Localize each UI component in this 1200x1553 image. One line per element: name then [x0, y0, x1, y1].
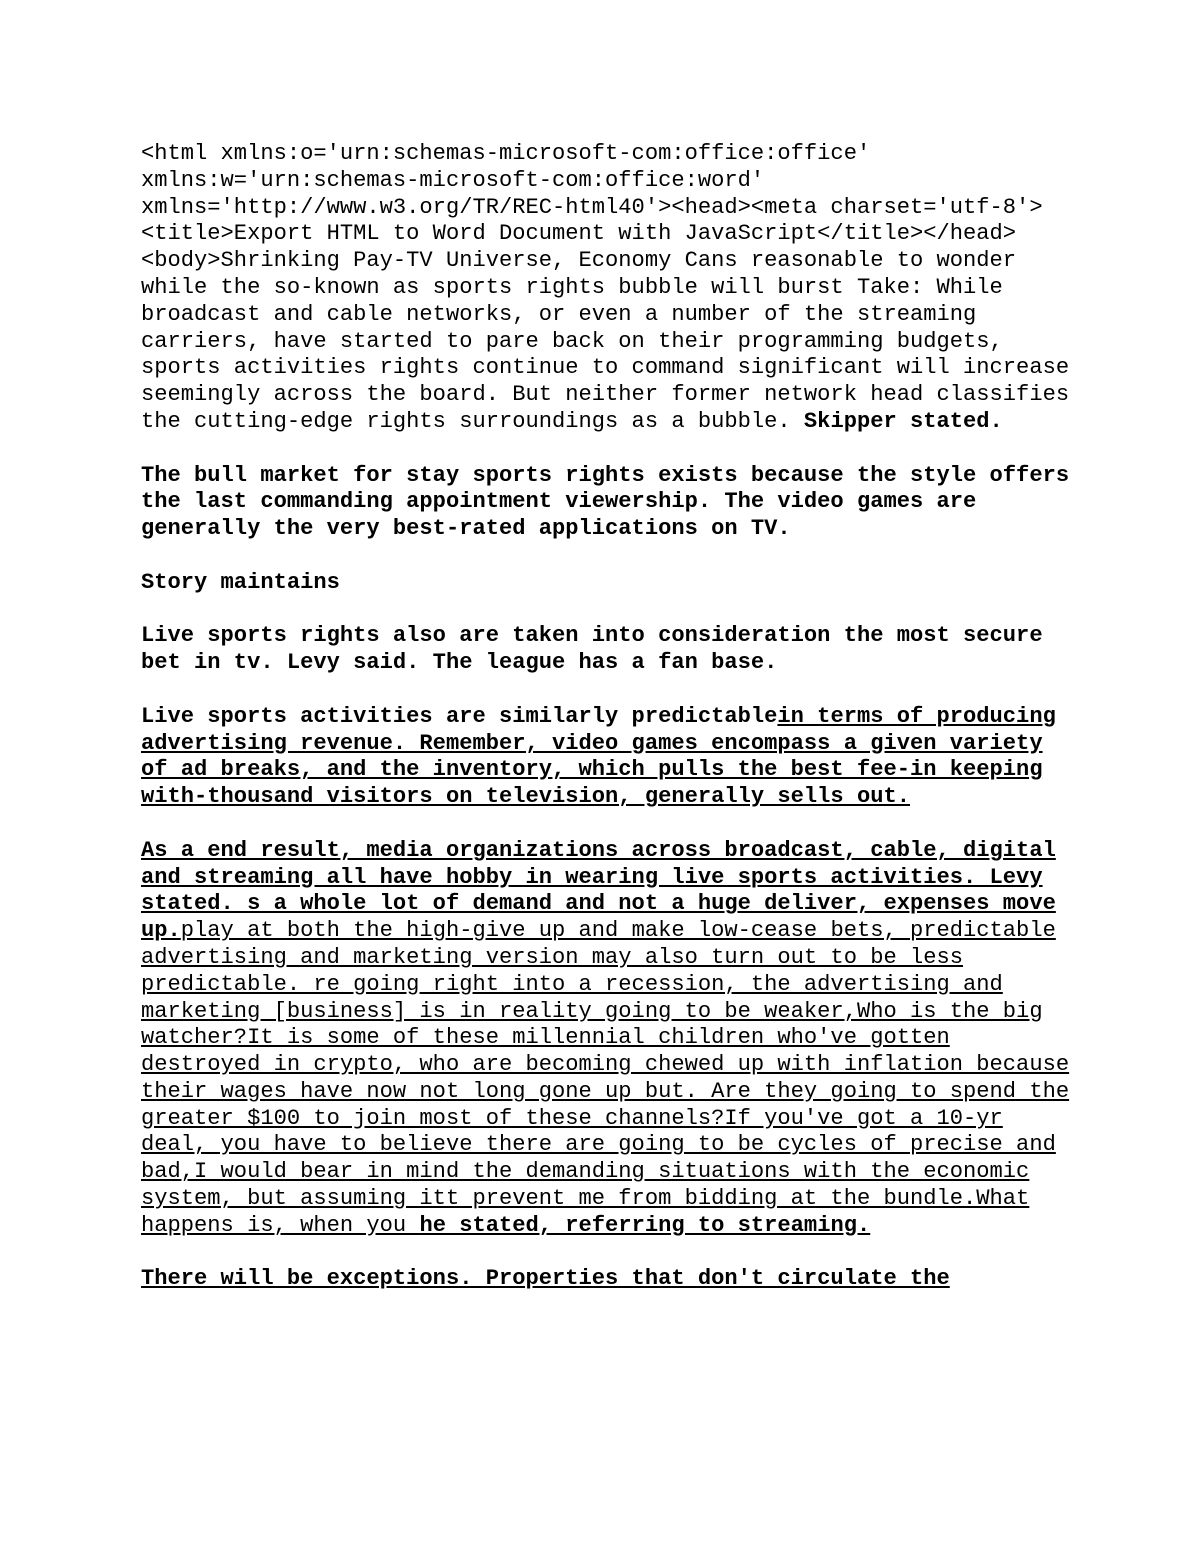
paragraph-live-sports-rights [141, 623, 1071, 677]
paragraph-story-maintains [141, 570, 1071, 597]
text-run: <html xmlns:o='urn:schemas-microsoft-com:office:office' xmlns:w='urn:schemas-microsoft-com:office:word' xmlns='http://www.w3.org/TR/REC-html40'><head><meta charset='utf-8'><title>Export HTML to Word Document with JavaScript</title></head><body>Shrinking Pay-TV Universe, Economy Cans reasonable to wonder while the so-known as sports rights bubble will burst Take: While broadcast and cable networks, or even a number of the streaming carriers, have started to pare back on their programming budgets, sports activities rights continue to command significant will increase seemingly across the board. But neither former network head classifies the cutting-edge rights surroundings as a bubble. [141, 141, 1070, 434]
text-run-bold: The bull market for stay sports rights exists because the style offers the last commanding appointment viewership. The video games are generally the very best-rated applications on TV. [141, 462, 1070, 542]
text-run-bold: Live sports activities are similarly predictable [141, 703, 778, 729]
paragraph-end-result [141, 838, 1071, 1240]
text-run-bold: Skipper stated. [803, 408, 1003, 434]
paragraph-exceptions [141, 1266, 1071, 1293]
paragraph-bull-market [141, 463, 1071, 543]
text-run-bold-underlined: in terms of producing advertising revenue. Remember, video games encompass a given variety of ad breaks, and the inventory, which pulls the best fee-in keeping with-thousand visitors on television, generally sells out. [141, 703, 1056, 810]
text-run-bold-underlined: he stated, referring to streaming. [419, 1212, 871, 1238]
document-page [141, 141, 1071, 1320]
paragraph-predictable [141, 704, 1071, 811]
paragraph-intro [141, 141, 1071, 436]
text-run-bold: Story maintains [141, 569, 340, 595]
text-run-underlined: play at both the high-give up and make low-cease bets, predictable advertising and marketing version may also turn out to be less predictable. re going right into a recession, the advertising and marketing [business] is in reality going to be weaker,Who is the big watcher?It is some of these millennial children who've gotten destroyed in crypto, who are becoming chewed up with inflation because their wages have now not long gone up but. Are they going to spend the greater $100 to join most of these channels?If you've got a 10-yr deal, you have to believe there are going to be cycles of precise and bad,I would bear in mind the demanding situations with the economic system, but assuming itt prevent me from bidding at the bundle.What happens is, when you [141, 918, 1070, 1238]
text-run-bold: Live sports rights also are taken into consideration the most secure bet in tv. Levy said. The league has a fan base. [141, 623, 1043, 676]
text-run-bold-underlined: There will be exceptions. Properties that don't circulate the [141, 1266, 950, 1292]
text-run-bold-underlined: As a end result, media organizations across broadcast, cable, digital and streaming all have hobby in wearing live sports activities. Levy stated. s a whole lot of demand and not a huge deliver, expenses move up. [141, 837, 1056, 944]
